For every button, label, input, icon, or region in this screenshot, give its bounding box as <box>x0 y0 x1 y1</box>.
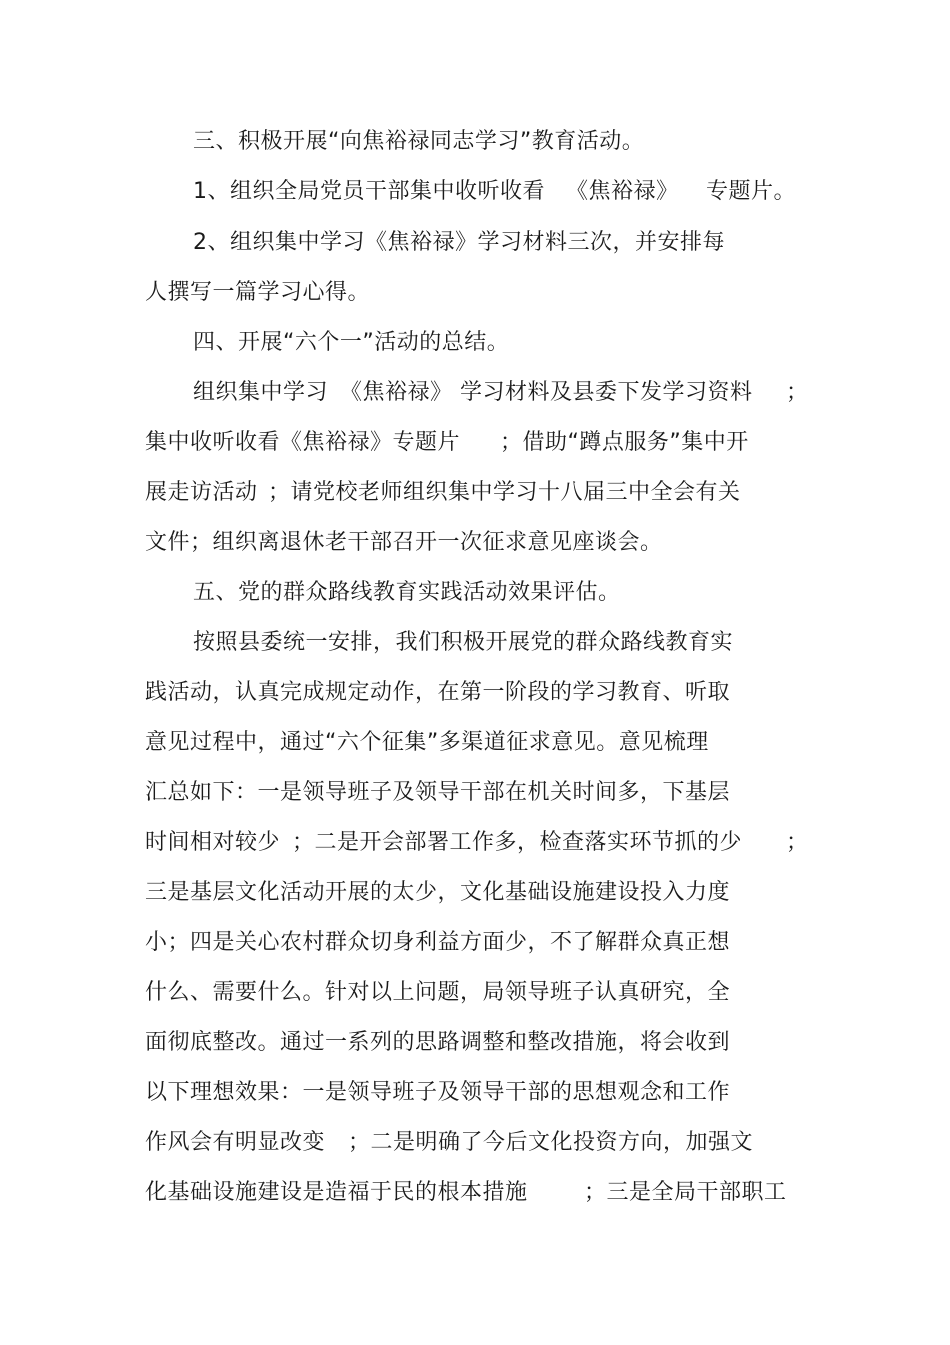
text-fragment: ； <box>786 380 809 405</box>
text-fragment: 化基础设施建设是造福于民的根本措施 <box>145 1180 528 1205</box>
text-line: 按照县委统一安排，我们积极开展党的群众路线教育实 <box>193 630 734 655</box>
text-fragment: ；二是开会部署工作多，检查落实环节抓的少 <box>292 830 743 855</box>
text-fragment: ； <box>786 830 809 855</box>
text-fragment: ；二是明确了今后文化投资方向，加强文 <box>348 1130 754 1155</box>
text-fragment: 作风会有明显改变 <box>145 1130 326 1155</box>
text-fragment: ；借助“蹲点服务”集中开 <box>500 430 749 455</box>
text-fragment: 展走访活动 <box>145 480 258 505</box>
text-line: 什么、需要什么。针对以上问题，局领导班子认真研究，全 <box>145 980 731 1005</box>
section-heading-4: 四、开展“六个一”活动的总结。 <box>193 330 510 355</box>
text-line: 面彻底整改。通过一系列的思路调整和整改措施，将会收到 <box>145 1030 731 1055</box>
section-heading-5: 五、党的群众路线教育实践活动效果评估。 <box>193 580 621 605</box>
text-fragment: 学习材料及县委下发学习资料 <box>460 380 753 405</box>
text-fragment: 组织集中学习 <box>193 380 329 405</box>
text-line: 意见过程中，通过“六个征集”多渠道征求意见。意见梳理 <box>145 730 709 755</box>
text-line: 1、组织全局党员干部集中收听收看 <box>193 179 545 204</box>
text-line: 小；四是关心农村群众切身利益方面少，不了解群众真正想 <box>145 930 731 955</box>
section-heading-3: 三、积极开展“向焦裕禄同志学习”教育活动。 <box>193 129 645 154</box>
text-line: 汇总如下：一是领导班子及领导干部在机关时间多，下基层 <box>145 780 731 805</box>
text-line: 三是基层文化活动开展的太少，文化基础设施建设投入力度 <box>145 880 731 905</box>
text-fragment: 专题片。 <box>706 179 797 204</box>
text-fragment: 《焦裕禄》 <box>566 179 679 204</box>
text-fragment: ；请党校老师组织集中学习十八届三中全会有关 <box>268 480 741 505</box>
text-fragment: 《焦裕禄》 <box>340 380 453 405</box>
text-fragment: ；三是全局干部职工 <box>584 1180 787 1205</box>
text-fragment: 集中收听收看《焦裕禄》专题片 <box>145 430 461 455</box>
text-line: 践活动，认真完成规定动作，在第一阶段的学习教育、听取 <box>145 680 731 705</box>
text-fragment: 时间相对较少 <box>145 830 281 855</box>
text-line: 文件；组织离退休老干部召开一次征求意见座谈会。 <box>145 530 663 555</box>
text-line: 人撰写一篇学习心得。 <box>145 280 371 305</box>
text-line: 2、组织集中学习《焦裕禄》学习材料三次，并安排每 <box>193 230 725 255</box>
text-line: 以下理想效果：一是领导班子及领导干部的思想观念和工作 <box>145 1080 731 1105</box>
